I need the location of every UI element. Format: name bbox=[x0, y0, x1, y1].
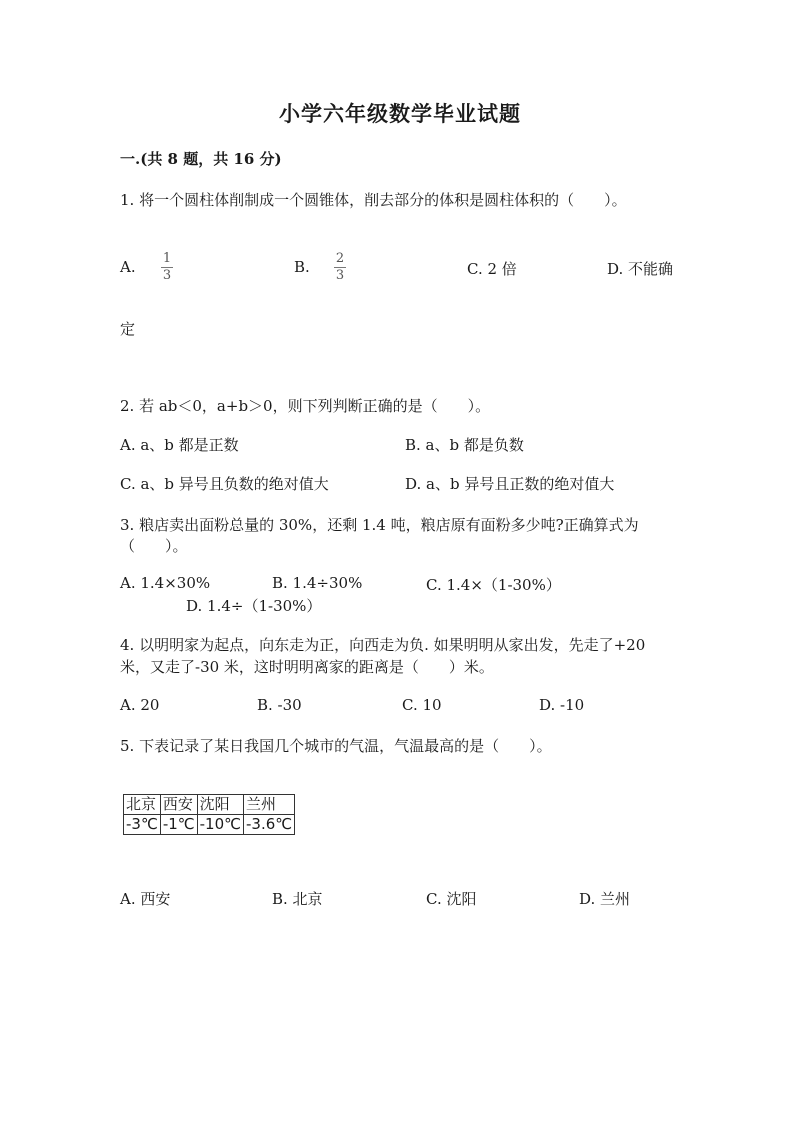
q4-option-d: D. -10 bbox=[539, 696, 585, 714]
question-1-text: 1. 将一个圆柱体削制成一个圆锥体，削去部分的体积是圆柱体积的（ ）。 bbox=[120, 191, 627, 209]
q4-option-b: B. -30 bbox=[257, 696, 302, 714]
question-5-text: 5. 下表记录了某日我国几个城市的气温，气温最高的是（ ）。 bbox=[120, 737, 552, 755]
q1-option-d: D. 不能确 bbox=[607, 260, 674, 278]
q3-option-d: D. 1.4÷（1-30%） bbox=[186, 597, 322, 615]
table-cell-city: 兰州 bbox=[243, 795, 294, 815]
q3-option-c: C. 1.4×（1-30%） bbox=[426, 576, 561, 594]
table-cell-temp: -10℃ bbox=[197, 815, 243, 835]
fraction-denominator: 3 bbox=[335, 268, 345, 283]
q3-option-b: B. 1.4÷30% bbox=[272, 574, 363, 592]
table-cell-city: 沈阳 bbox=[197, 795, 243, 815]
q1-option-b-label: B. bbox=[294, 258, 310, 276]
table-cell-temp: -1℃ bbox=[160, 815, 197, 835]
fraction-denominator: 3 bbox=[162, 268, 172, 283]
q4-option-c: C. 10 bbox=[402, 696, 442, 714]
table-row bbox=[124, 795, 295, 815]
q1-option-a-label: A. bbox=[120, 258, 136, 276]
table-row bbox=[124, 815, 295, 835]
q2-option-c: C. a、b 异号且负数的绝对值大 bbox=[120, 475, 329, 493]
q5-option-a: A. 西安 bbox=[120, 890, 171, 908]
q2-option-a: A. a、b 都是正数 bbox=[120, 436, 239, 454]
table-cell-temp: -3℃ bbox=[124, 815, 161, 835]
q1-option-d-continued: 定 bbox=[120, 320, 136, 338]
question-3-text-line-1: 3. 粮店卖出面粉总量的 30%，还剩 1.4 吨，粮店原有面粉多少吨?正确算式为 bbox=[120, 516, 639, 534]
q4-option-a: A. 20 bbox=[120, 696, 160, 714]
table-cell-temp: -3.6℃ bbox=[243, 815, 294, 835]
q2-option-d: D. a、b 异号且正数的绝对值大 bbox=[405, 475, 615, 493]
q3-option-a: A. 1.4×30% bbox=[120, 574, 211, 592]
table-cell-city: 西安 bbox=[160, 795, 197, 815]
q1-option-c: C. 2 倍 bbox=[467, 260, 517, 278]
question-2-text: 2. 若 ab＜0，a+b＞0，则下列判断正确的是（ ）。 bbox=[120, 397, 491, 415]
q1-option-a-fraction bbox=[161, 252, 173, 283]
page-title: 小学六年级数学毕业试题 bbox=[279, 101, 521, 126]
q5-option-d: D. 兰州 bbox=[579, 890, 631, 908]
q2-option-b: B. a、b 都是负数 bbox=[405, 436, 524, 454]
temperature-table bbox=[123, 794, 295, 835]
section-header: 一.(共 8 题，共 16 分) bbox=[120, 150, 282, 168]
question-4-text-line-1: 4. 以明明家为起点，向东走为正，向西走为负. 如果明明从家出发，先走了+20 bbox=[120, 636, 646, 654]
table-cell-city: 北京 bbox=[124, 795, 161, 815]
fraction-numerator: 2 bbox=[335, 251, 345, 266]
q1-option-b-fraction bbox=[334, 252, 346, 283]
fraction-numerator: 1 bbox=[162, 251, 172, 266]
question-4-text-line-2: 米，又走了-30 米，这时明明离家的距离是（ ）米。 bbox=[120, 658, 494, 676]
q5-option-b: B. 北京 bbox=[272, 890, 323, 908]
question-3-text-line-2: （ ）。 bbox=[120, 537, 188, 555]
q5-option-c: C. 沈阳 bbox=[426, 890, 477, 908]
